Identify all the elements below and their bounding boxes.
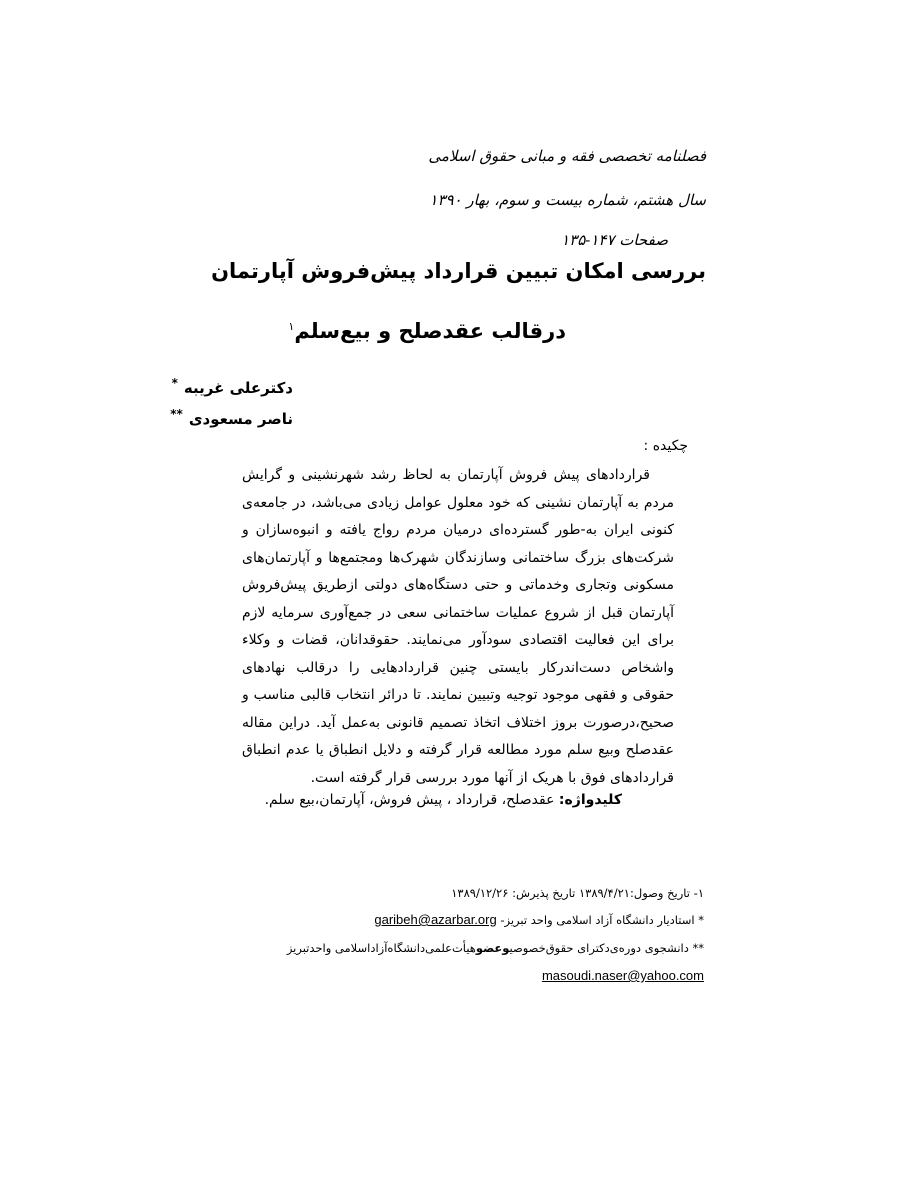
paper-title-line-2	[288, 319, 566, 343]
keywords	[265, 792, 622, 808]
author-2	[170, 407, 293, 428]
author-2-name: ناصر مسعودی	[188, 410, 293, 428]
footnote-author-1-text: * استادیار دانشگاه آزاد اسلامی واحد تبریز-	[500, 913, 704, 927]
keywords-label: کلیدواژه:	[558, 792, 622, 808]
author-1	[172, 376, 293, 397]
footnote-author-1	[374, 912, 704, 927]
author-1-name: دکترعلی غریبه	[183, 379, 293, 397]
journal-pages: صفحات ۱۴۷-۱۳۵	[561, 231, 668, 249]
author-1-email-link[interactable]: garibeh@azarbar.org	[374, 912, 497, 927]
author-2-email-link[interactable]: masoudi.naser@yahoo.com	[541, 968, 704, 983]
footnote-author-2-email	[542, 968, 704, 984]
footnote-author-2	[287, 941, 704, 955]
author-2-marker: **	[170, 407, 183, 421]
journal-name: فصلنامه تخصصی فقه و مبانی حقوق اسلامی	[428, 147, 706, 165]
footnote-author-2-bold: وعضو	[475, 941, 510, 955]
paper-title-line-2-text: درقالب عقدصلح و بیع‌سلم	[294, 319, 566, 343]
author-1-marker: *	[171, 376, 178, 390]
abstract-body: قراردادهای پیش فروش آپارتمان به لحاظ رشد شهرنشینی و گرایش مردم به آپارتمان نشینی که خود معلول عوامل زیادی می‌باشد، در جامعه‌ی کنونی ایران به-طور گسترده‌ای درمیان مردم رواج یافته و انبوه‌سازان و شرکت‌های بزرگ ساختمانی وسازندگان شهرک‌ها ومجتمع‌ها و آپارتمان‌های مسکونی وتجاری وخدماتی و حتی دستگاه‌های دولتی ازطریق پیش‌فروش آپارتمان قبل از شروع عملیات ساختمانی سعی در جمع‌آوری سرمایه لازم برای این فعالیت اقتصادی سودآور می‌نمایند. حقوقدانان، قضات و وکلاء واشخاص دست‌اندرکار بایستی چنین قراردادهایی را درقالب نهادهای حقوقی و فقهی موجود توجیه وتبیین نمایند. تا درائر انتخاب قالبی مناسب و صحیح،درصورت بروز اختلاف اتخاذ تصمیم قانونی به‌عمل آید. دراین مقاله عقدصلح وبیع سلم مورد مطالعه قرار گرفته و دلایل انطباق یا عدم انطباق قراردادهای فوق با هریک از آنها مورد بررسی قرار گرفته است.	[242, 467, 674, 786]
keywords-text: عقدصلح، قرارداد ، پیش فروش، آپارتمان،بیع سلم.	[264, 792, 555, 808]
title-footnote-marker: ۱	[288, 320, 295, 333]
paper-title-line-1: بررسی امکان تبیین قرارداد پیش‌فروش آپارتمان	[211, 259, 706, 283]
footnote-author-2-prefix: ** دانشجوی دوره‌ی‌دکترای حقوق‌خصوصی	[509, 941, 704, 955]
footnote-dates: ۱- تاریخ وصول:۱۳۸۹/۴/۲۱ تاریخ پذیرش: ۱۳۸۹/۱۲/۲۶	[451, 886, 704, 900]
abstract-label: چکیده :	[643, 438, 688, 454]
journal-issue: سال هشتم، شماره بیست و سوم، بهار ۱۳۹۰	[429, 191, 706, 209]
footnote-author-2-suffix: هیأت‌علمی‌دانشگاه‌آزاداسلامی واحدتبریز	[286, 941, 476, 955]
